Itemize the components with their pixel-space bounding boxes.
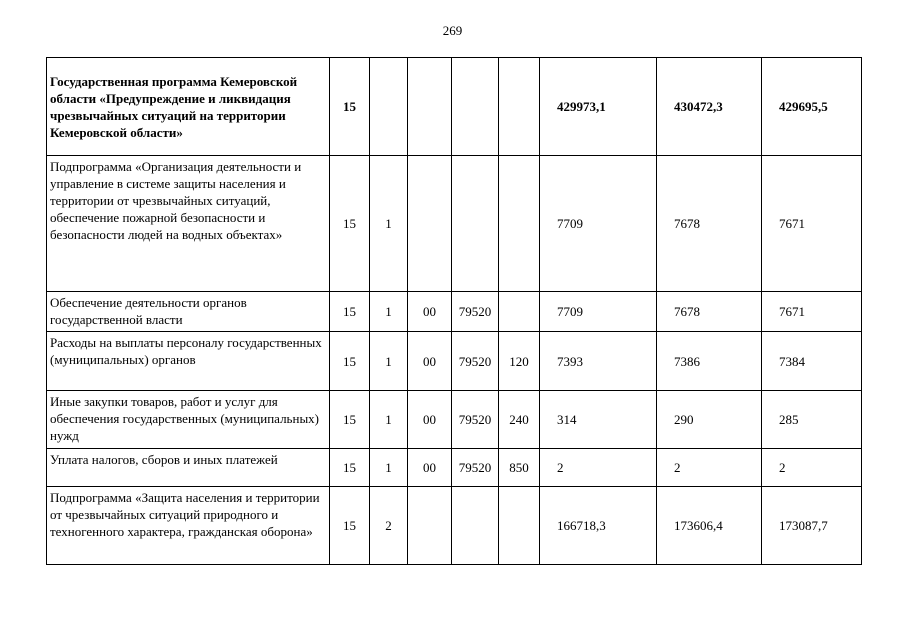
code-target xyxy=(452,58,499,156)
code-subprogram: 1 xyxy=(370,449,408,487)
row-name: Подпрограмма «Организация деятельности и управление в системе защиты населения и территории от чрезвычайных ситуаций, обеспечение пожарной безопасности и безопасности людей на водных объектах» xyxy=(47,156,330,292)
amount-year-1: 2 xyxy=(540,449,657,487)
code-section: 15 xyxy=(330,156,370,292)
code-subprogram xyxy=(370,58,408,156)
code-section: 15 xyxy=(330,58,370,156)
code-section: 15 xyxy=(330,487,370,565)
row-name: Обеспечение деятельности органов государственной власти xyxy=(47,292,330,332)
table-row xyxy=(47,332,862,391)
amount-year-2: 173606,4 xyxy=(657,487,762,565)
row-name: Государственная программа Кемеровской области «Предупреждение и ликвидация чрезвычайных ситуаций на территории Кемеровской области» xyxy=(47,58,330,156)
code-subprogram: 1 xyxy=(370,391,408,449)
row-name: Иные закупки товаров, работ и услуг для обеспечения государственных (муниципальных) нужд xyxy=(47,391,330,449)
code-expense-type: 240 xyxy=(499,391,540,449)
code-subprogram: 2 xyxy=(370,487,408,565)
amount-year-1: 7709 xyxy=(540,156,657,292)
amount-year-1: 166718,3 xyxy=(540,487,657,565)
amount-year-2: 290 xyxy=(657,391,762,449)
code-section: 15 xyxy=(330,449,370,487)
amount-year-3: 429695,5 xyxy=(762,58,862,156)
row-name: Подпрограмма «Защита населения и территории от чрезвычайных ситуаций природного и техногенного характера, гражданская оборона» xyxy=(47,487,330,565)
code-target: 79520 xyxy=(452,332,499,391)
code-subprogram: 1 xyxy=(370,156,408,292)
amount-year-2: 430472,3 xyxy=(657,58,762,156)
code-expense-type xyxy=(499,487,540,565)
code-expense-type xyxy=(499,292,540,332)
amount-year-3: 285 xyxy=(762,391,862,449)
amount-year-2: 7386 xyxy=(657,332,762,391)
table-row xyxy=(47,391,862,449)
amount-year-3: 2 xyxy=(762,449,862,487)
table-row xyxy=(47,58,862,156)
amount-year-1: 7393 xyxy=(540,332,657,391)
code-measure: 00 xyxy=(408,391,452,449)
code-measure xyxy=(408,58,452,156)
budget-table xyxy=(46,57,862,565)
code-measure: 00 xyxy=(408,292,452,332)
amount-year-3: 7384 xyxy=(762,332,862,391)
code-measure: 00 xyxy=(408,449,452,487)
amount-year-1: 7709 xyxy=(540,292,657,332)
code-subprogram: 1 xyxy=(370,332,408,391)
code-section: 15 xyxy=(330,292,370,332)
code-target: 79520 xyxy=(452,391,499,449)
amount-year-3: 7671 xyxy=(762,156,862,292)
code-section: 15 xyxy=(330,332,370,391)
page-number: 269 xyxy=(442,23,463,38)
table-row xyxy=(47,156,862,292)
code-section: 15 xyxy=(330,391,370,449)
code-expense-type: 120 xyxy=(499,332,540,391)
row-name: Расходы на выплаты персоналу государственных (муниципальных) органов xyxy=(47,332,330,391)
amount-year-2: 2 xyxy=(657,449,762,487)
code-measure xyxy=(408,487,452,565)
code-target xyxy=(452,487,499,565)
amount-year-2: 7678 xyxy=(657,292,762,332)
code-target: 79520 xyxy=(452,449,499,487)
row-name: Уплата налогов, сборов и иных платежей xyxy=(47,449,330,487)
amount-year-1: 314 xyxy=(540,391,657,449)
table-row xyxy=(47,292,862,332)
code-expense-type xyxy=(499,156,540,292)
amount-year-1: 429973,1 xyxy=(540,58,657,156)
code-target: 79520 xyxy=(452,292,499,332)
code-subprogram: 1 xyxy=(370,292,408,332)
amount-year-3: 173087,7 xyxy=(762,487,862,565)
code-expense-type xyxy=(499,58,540,156)
amount-year-3: 7671 xyxy=(762,292,862,332)
code-measure xyxy=(408,156,452,292)
table-row xyxy=(47,487,862,565)
code-measure: 00 xyxy=(408,332,452,391)
code-expense-type: 850 xyxy=(499,449,540,487)
table-row xyxy=(47,449,862,487)
code-target xyxy=(452,156,499,292)
amount-year-2: 7678 xyxy=(657,156,762,292)
